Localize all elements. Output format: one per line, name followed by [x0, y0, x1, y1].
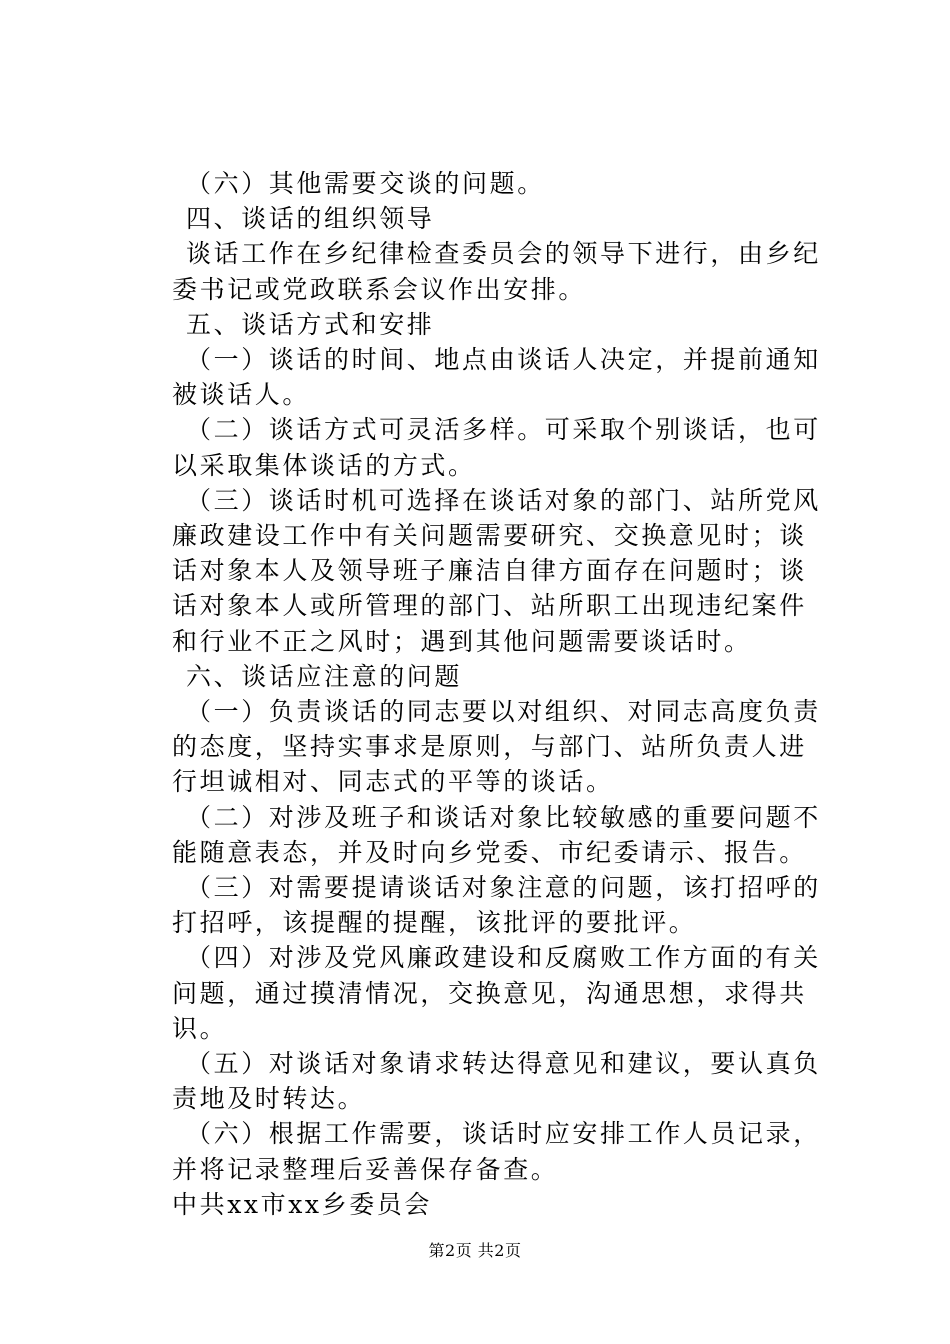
- section-heading-6: 六、谈话应注意的问题: [186, 661, 463, 691]
- paragraph-item-5: （五）对谈话对象请求转达得意见和建议，要认真负责地及时转达。: [172, 1049, 821, 1114]
- paragraph-item-2: （二）谈话方式可灵活多样。可采取个别谈话，也可以采取集体谈话的方式。: [172, 415, 821, 480]
- signature-organization: 中共xx市xx乡委员会: [172, 1189, 432, 1219]
- section-heading-4: 四、谈话的组织领导: [186, 204, 435, 234]
- paragraph-item-3: （三）谈话时机可选择在谈话对象的部门、站所党风廉政建设工作中有关问题需要研究、交换意见时；谈话对象本人及领导班子廉洁自律方面存在问题时；谈话对象本人或所管理的部门、站所职工出现违纪案件和行业不正之风时；遇到其他问题需要谈话时。: [172, 485, 821, 656]
- paragraph-item-4: （四）对涉及党风廉政建设和反腐败工作方面的有关问题，通过摸清情况，交换意见，沟通思想，求得共识。: [172, 943, 821, 1043]
- paragraph-item-6: （六）其他需要交谈的问题。: [186, 169, 545, 198]
- section-heading-5: 五、谈话方式和安排: [186, 309, 435, 339]
- paragraph-item-2: （二）对涉及班子和谈话对象比较敏感的重要问题不能随意表态，并及时向乡党委、市纪委请示、报告。: [172, 802, 821, 867]
- paragraph-item-1: （一）谈话的时间、地点由谈话人决定，并提前通知被谈话人。: [172, 345, 821, 410]
- page-number-footer: 第2页 共2页: [428, 1241, 522, 1260]
- paragraph-item-6: （六）根据工作需要，谈话时应安排工作人员记录，并将记录整理后妥善保存备查。: [172, 1119, 821, 1184]
- document-body: [172, 166, 832, 1222]
- paragraph-item-3: （三）对需要提请谈话对象注意的问题，该打招呼的打招呼，该提醒的提醒，该批评的要批评。: [172, 873, 821, 938]
- paragraph-organization: 谈话工作在乡纪律检查委员会的领导下进行，由乡纪委书记或党政联系会议作出安排。: [172, 239, 821, 304]
- paragraph-item-1: （一）负责谈话的同志要以对组织、对同志高度负责的态度，坚持实事求是原则，与部门、站所负责人进行坦诚相对、同志式的平等的谈话。: [172, 697, 821, 797]
